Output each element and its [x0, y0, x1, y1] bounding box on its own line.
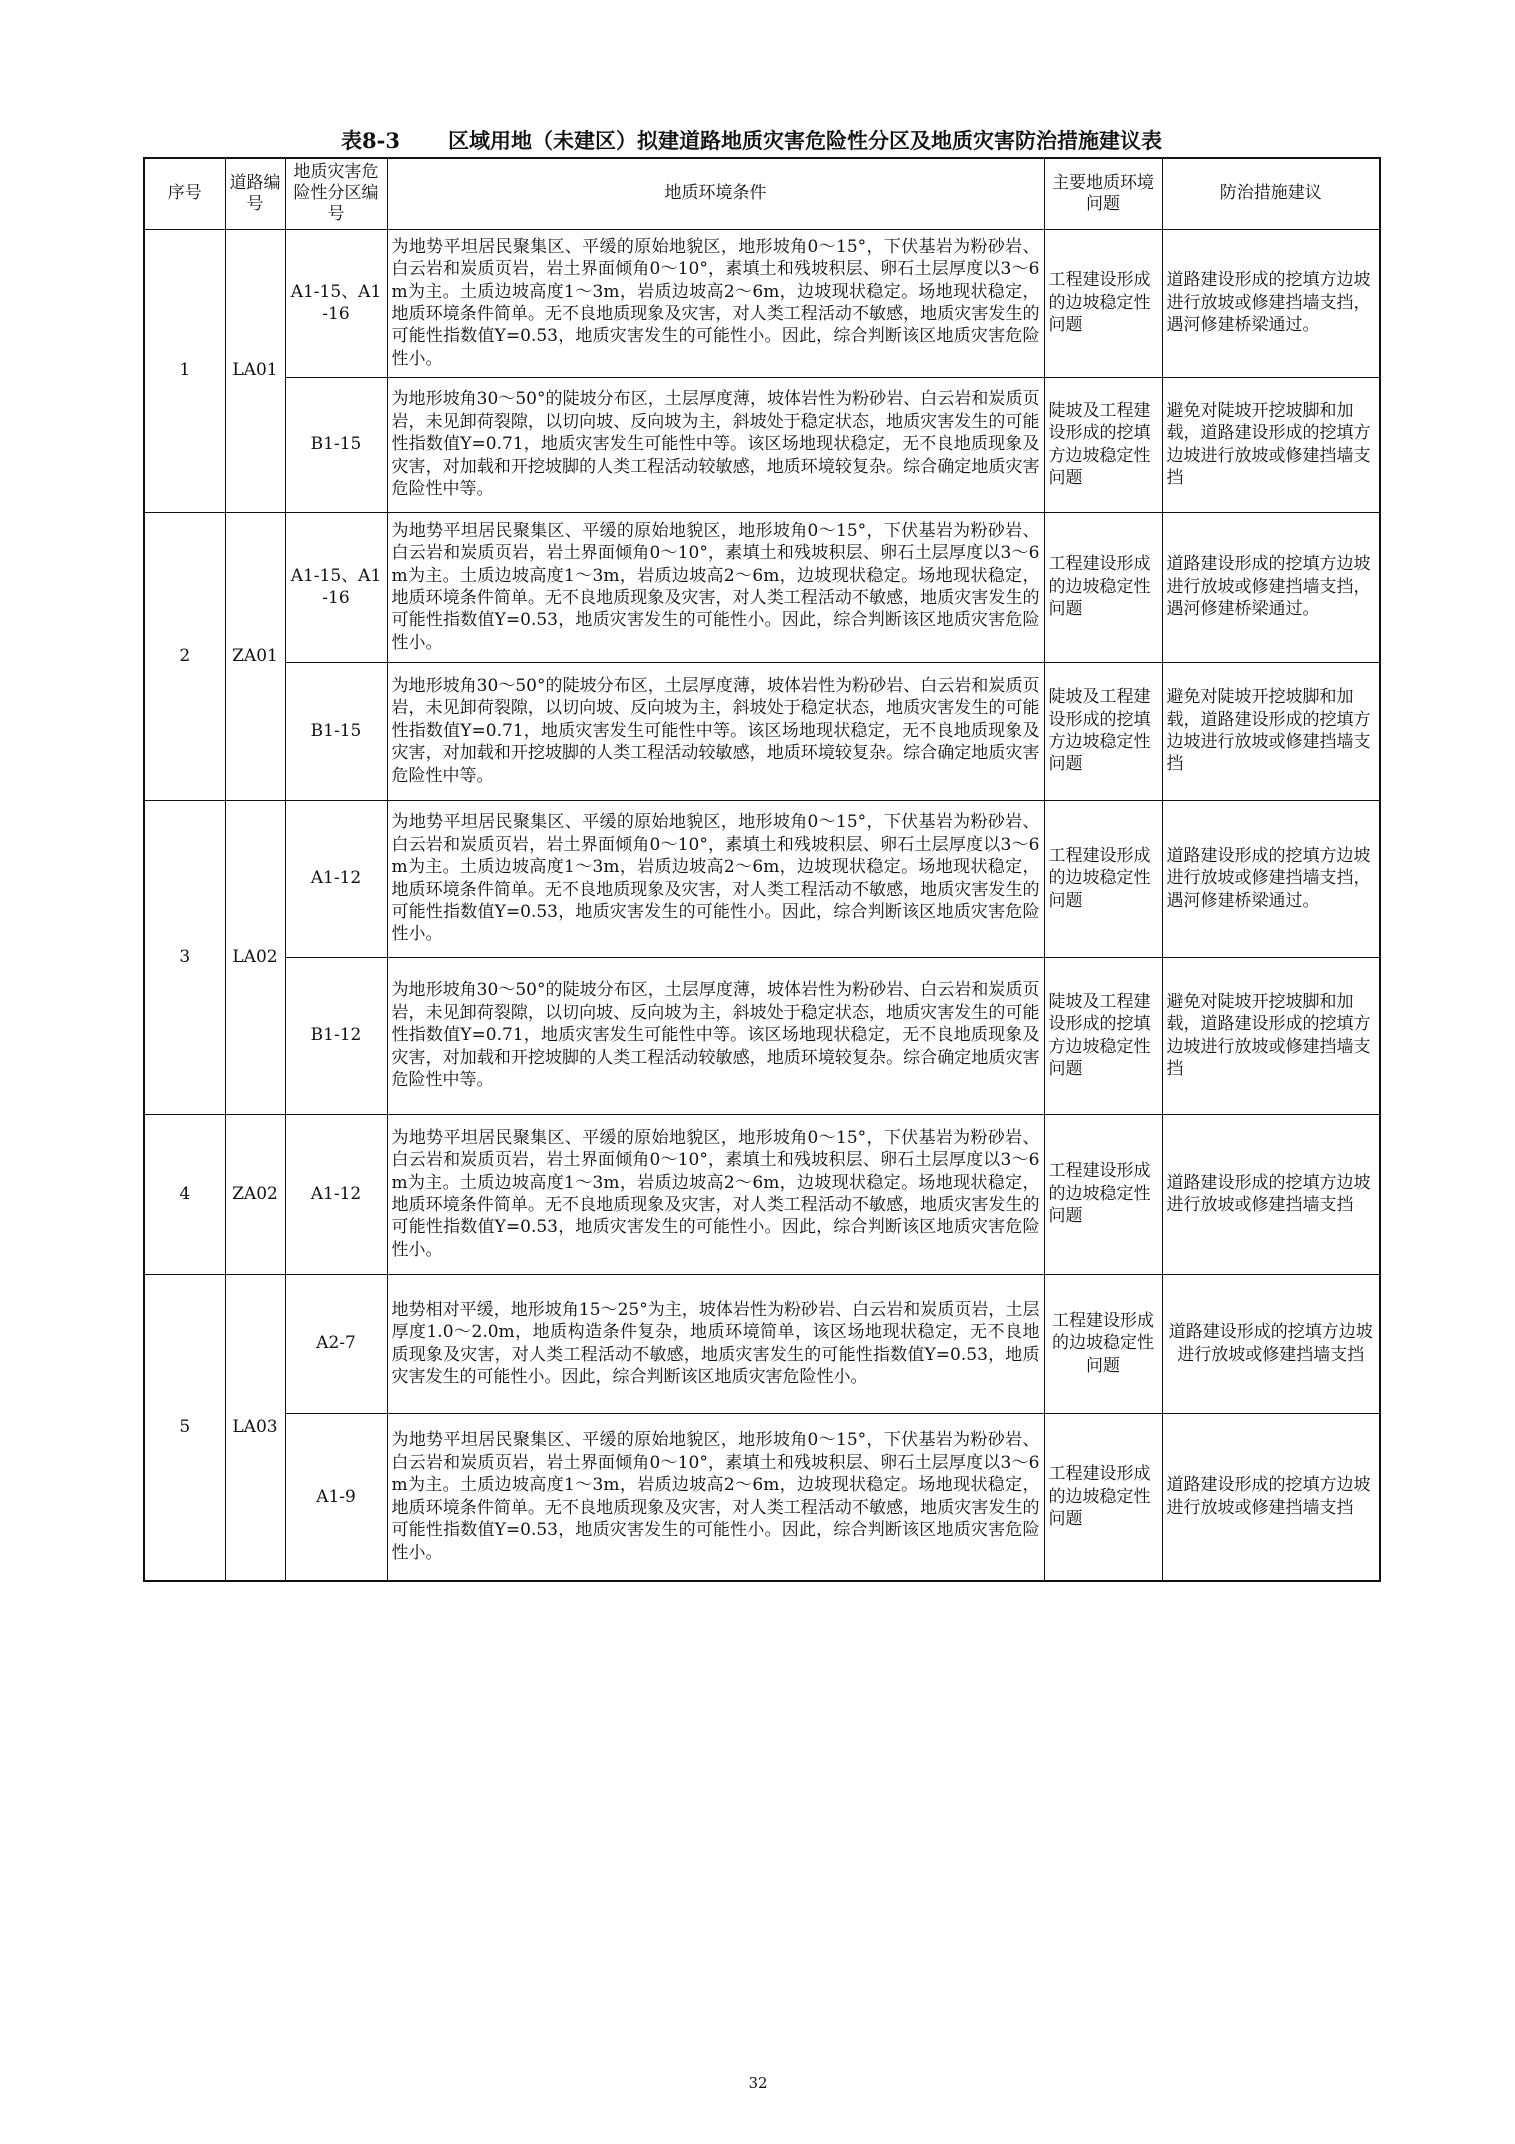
- header-no: 序号: [144, 158, 225, 229]
- prevention-measure: 道路建设形成的挖填方边坡进行放坡或修建挡墙支挡，遇河修建桥梁通过。: [1162, 229, 1380, 377]
- table-title: [341, 126, 1201, 156]
- prevention-measure: 避免对陡坡开挖坡脚和加载，道路建设形成的挖填方边坡进行放坡或修建挡墙支挡: [1162, 377, 1380, 512]
- table-row: [144, 957, 1380, 1114]
- header-problem: 主要地质环境问题: [1044, 158, 1162, 229]
- zone-id: A2-7: [285, 1274, 387, 1413]
- table-row: [144, 1114, 1380, 1274]
- road-id: LA02: [225, 800, 285, 1114]
- geo-condition: 为地势平坦居民聚集区、平缓的原始地貌区，地形坡角0～15°，下伏基岩为粉砂岩、白云岩和炭质页岩，岩土界面倾角0～10°，素填土和残坡积层、卵石土层厚度以3～6m为主。土质边坡高度1～3m，岩质边坡高2～6m，边坡现状稳定。场地现状稳定，地质环境条件简单。无不良地质现象及灾害，对人类工程活动不敏感，地质灾害发生的可能性指数值Y=0.53，地质灾害发生的可能性小。因此，综合判断该区地质灾害危险性小。: [387, 512, 1044, 662]
- geo-problem: 工程建设形成的边坡稳定性问题: [1044, 1274, 1162, 1413]
- geo-problem: 陡坡及工程建设形成的挖填方边坡稳定性问题: [1044, 377, 1162, 512]
- header-measure: 防治措施建议: [1162, 158, 1380, 229]
- header-row: [144, 158, 1380, 229]
- geo-problem: 陡坡及工程建设形成的挖填方边坡稳定性问题: [1044, 662, 1162, 800]
- zone-id: A1-12: [285, 1114, 387, 1274]
- road-id: LA01: [225, 229, 285, 512]
- geo-problem: 工程建设形成的边坡稳定性问题: [1044, 512, 1162, 662]
- zone-id: B1-12: [285, 957, 387, 1114]
- table-row: [144, 377, 1380, 512]
- table-row: [144, 229, 1380, 377]
- page-number: 32: [748, 2074, 768, 2092]
- road-id: ZA01: [225, 512, 285, 800]
- header-condition: 地质环境条件: [387, 158, 1044, 229]
- geo-condition: 地势相对平缓，地形坡角15～25°为主，坡体岩性为粉砂岩、白云岩和炭质页岩，土层厚度1.0～2.0m，地质构造条件复杂，地质环境简单，该区场地现状稳定，无不良地质现象及灾害，对人类工程活动不敏感，地质灾害发生的可能性指数值Y=0.53，地质灾害发生的可能性小。因此，综合判断该区地质灾害危险性小。: [387, 1274, 1044, 1413]
- zone-id: A1-15、A1-16: [285, 229, 387, 377]
- zone-id: A1-12: [285, 800, 387, 957]
- prevention-measure: 道路建设形成的挖填方边坡进行放坡或修建挡墙支挡，遇河修建桥梁通过。: [1162, 512, 1380, 662]
- row-no: 5: [144, 1274, 225, 1581]
- zone-id: B1-15: [285, 662, 387, 800]
- geo-problem: 工程建设形成的边坡稳定性问题: [1044, 1413, 1162, 1581]
- prevention-measure: 道路建设形成的挖填方边坡进行放坡或修建挡墙支挡: [1162, 1114, 1380, 1274]
- geo-condition: 为地形坡角30～50°的陡坡分布区，土层厚度薄，坡体岩性为粉砂岩、白云岩和炭质页岩，未见卸荷裂隙，以切向坡、反向坡为主，斜坡处于稳定状态，地质灾害发生的可能性指数值Y=0.71，地质灾害发生可能性中等。该区场地现状稳定，无不良地质现象及灾害，对加载和开挖坡脚的人类工程活动较敏感，地质环境较复杂。综合确定地质灾害危险性中等。: [387, 957, 1044, 1114]
- geo-problem: 工程建设形成的边坡稳定性问题: [1044, 800, 1162, 957]
- table-number: 表8-3: [341, 128, 400, 153]
- header-road: 道路编号: [225, 158, 285, 229]
- row-no: 4: [144, 1114, 225, 1274]
- zone-id: B1-15: [285, 377, 387, 512]
- row-no: 3: [144, 800, 225, 1114]
- prevention-measure: 避免对陡坡开挖坡脚和加载，道路建设形成的挖填方边坡进行放坡或修建挡墙支挡: [1162, 957, 1380, 1114]
- prevention-measure: 道路建设形成的挖填方边坡进行放坡或修建挡墙支挡: [1162, 1274, 1380, 1413]
- geo-problem: 陡坡及工程建设形成的挖填方边坡稳定性问题: [1044, 957, 1162, 1114]
- geo-condition: 为地形坡角30～50°的陡坡分布区，土层厚度薄，坡体岩性为粉砂岩、白云岩和炭质页岩，未见卸荷裂隙，以切向坡、反向坡为主，斜坡处于稳定状态，地质灾害发生的可能性指数值Y=0.71，地质灾害发生可能性中等。该区场地现状稳定，无不良地质现象及灾害，对加载和开挖坡脚的人类工程活动较敏感，地质环境较复杂。综合确定地质灾害危险性中等。: [387, 377, 1044, 512]
- geo-condition: 为地势平坦居民聚集区、平缓的原始地貌区，地形坡角0～15°，下伏基岩为粉砂岩、白云岩和炭质页岩，岩土界面倾角0～10°，素填土和残坡积层、卵石土层厚度以3～6m为主。土质边坡高度1～3m，岩质边坡高2～6m，边坡现状稳定。场地现状稳定，地质环境条件简单。无不良地质现象及灾害，对人类工程活动不敏感，地质灾害发生的可能性指数值Y=0.53，地质灾害发生的可能性小。因此，综合判断该区地质灾害危险性小。: [387, 1413, 1044, 1581]
- row-no: 2: [144, 512, 225, 800]
- table-row: [144, 800, 1380, 957]
- header-zone: 地质灾害危险性分区编号: [285, 158, 387, 229]
- geo-condition: 为地势平坦居民聚集区、平缓的原始地貌区，地形坡角0～15°，下伏基岩为粉砂岩、白云岩和炭质页岩，岩土界面倾角0～10°，素填土和残坡积层、卵石土层厚度以3～6m为主。土质边坡高度1～3m，岩质边坡高2～6m，边坡现状稳定。场地现状稳定，地质环境条件简单。无不良地质现象及灾害，对人类工程活动不敏感，地质灾害发生的可能性指数值Y=0.53，地质灾害发生的可能性小。因此，综合判断该区地质灾害危险性小。: [387, 229, 1044, 377]
- geo-condition: 为地形坡角30～50°的陡坡分布区，土层厚度薄，坡体岩性为粉砂岩、白云岩和炭质页岩，未见卸荷裂隙，以切向坡、反向坡为主，斜坡处于稳定状态，地质灾害发生的可能性指数值Y=0.71，地质灾害发生可能性中等。该区场地现状稳定，无不良地质现象及灾害，对加载和开挖坡脚的人类工程活动较敏感，地质环境较复杂。综合确定地质灾害危险性中等。: [387, 662, 1044, 800]
- zone-id: A1-9: [285, 1413, 387, 1581]
- zone-id: A1-15、A1-16: [285, 512, 387, 662]
- geo-problem: 工程建设形成的边坡稳定性问题: [1044, 229, 1162, 377]
- geo-condition: 为地势平坦居民聚集区、平缓的原始地貌区，地形坡角0～15°，下伏基岩为粉砂岩、白云岩和炭质页岩，岩土界面倾角0～10°，素填土和残坡积层、卵石土层厚度以3～6m为主。土质边坡高度1～3m，岩质边坡高2～6m，边坡现状稳定。场地现状稳定，地质环境条件简单。无不良地质现象及灾害，对人类工程活动不敏感，地质灾害发生的可能性指数值Y=0.53，地质灾害发生的可能性小。因此，综合判断该区地质灾害危险性小。: [387, 1114, 1044, 1274]
- prevention-measure: 道路建设形成的挖填方边坡进行放坡或修建挡墙支挡，遇河修建桥梁通过。: [1162, 800, 1380, 957]
- table-row: [144, 1274, 1380, 1413]
- prevention-measure: 道路建设形成的挖填方边坡进行放坡或修建挡墙支挡: [1162, 1413, 1380, 1581]
- road-id: ZA02: [225, 1114, 285, 1274]
- geo-condition: 为地势平坦居民聚集区、平缓的原始地貌区，地形坡角0～15°，下伏基岩为粉砂岩、白云岩和炭质页岩，岩土界面倾角0～10°，素填土和残坡积层、卵石土层厚度以3～6m为主。土质边坡高度1～3m，岩质边坡高2～6m，边坡现状稳定。场地现状稳定，地质环境条件简单。无不良地质现象及灾害，对人类工程活动不敏感，地质灾害发生的可能性指数值Y=0.53，地质灾害发生的可能性小。因此，综合判断该区地质灾害危险性小。: [387, 800, 1044, 957]
- table-row: [144, 1413, 1380, 1581]
- hazard-zoning-table: [143, 157, 1381, 1582]
- row-no: 1: [144, 229, 225, 512]
- geo-problem: 工程建设形成的边坡稳定性问题: [1044, 1114, 1162, 1274]
- road-id: LA03: [225, 1274, 285, 1581]
- table-caption: 区域用地（未建区）拟建道路地质灾害危险性分区及地质灾害防治措施建议表: [448, 128, 1162, 153]
- table-row: [144, 662, 1380, 800]
- prevention-measure: 避免对陡坡开挖坡脚和加载，道路建设形成的挖填方边坡进行放坡或修建挡墙支挡: [1162, 662, 1380, 800]
- table-row: [144, 512, 1380, 662]
